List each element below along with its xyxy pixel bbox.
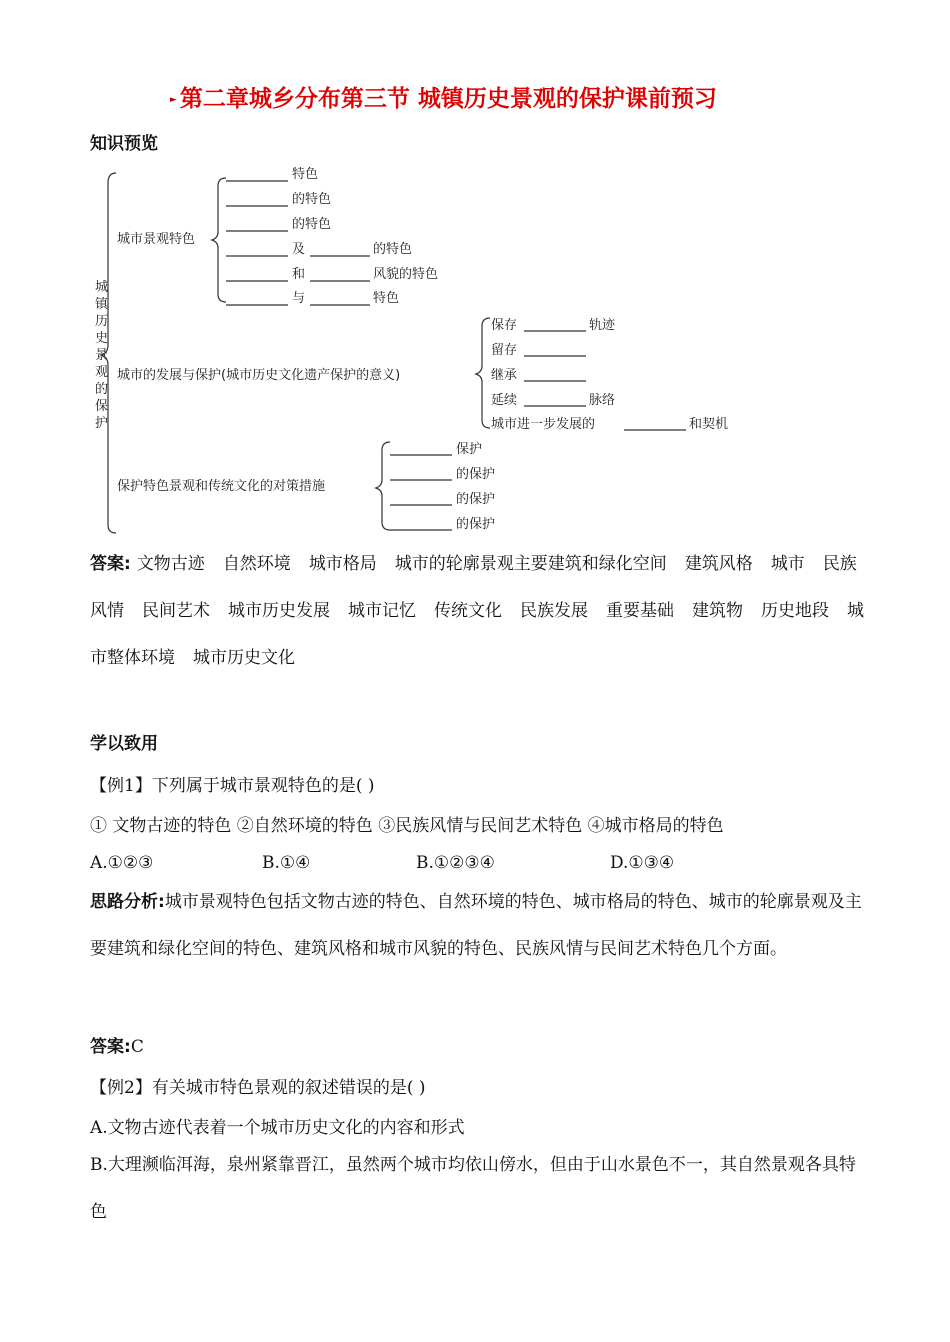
branch2-item: 城市进一步发展的 [491, 417, 596, 432]
example1-option: B.①④ [262, 853, 311, 873]
knowledge-diagram [0, 0, 950, 545]
branch3-item: 的保护 [456, 517, 496, 532]
branch1-item: 风貌的特色 [373, 267, 439, 282]
answer-item: 城市的轮廓景观主要建筑和绿化空间 [394, 554, 667, 574]
example1-option: B.①②③④ [416, 853, 495, 873]
answer-item: 自然环境 [222, 554, 291, 574]
root-char: 镇 [95, 297, 109, 312]
answer-item: 文物古迹 [136, 554, 205, 574]
example1-option: A.①②③ [90, 853, 154, 873]
branch1-item: 及 [292, 242, 306, 257]
page-title: ► 第二章城乡分布第三节 城镇历史景观的保护课前预习 [170, 86, 717, 112]
branch3-item: 的保护 [456, 467, 496, 482]
branch3-item: 的保护 [456, 492, 496, 507]
answer-label: 答案: [90, 1037, 131, 1057]
root-char: 历 [95, 314, 109, 329]
analysis-text: 城市景观特色包括文物古迹的特色、自然环境的特色、城市格局的特色、城市的轮廓景观及主要建筑和绿化空间的特色、建筑风格和城市风貌的特色、民族风情与民间艺术特色几个方面。 [90, 892, 862, 959]
answer-item: 民族风情 [90, 554, 857, 621]
example1-answer [90, 1032, 144, 1057]
branch1-item: 和 [292, 267, 306, 282]
answer-item: 城市格局 [308, 554, 377, 574]
branch1-item: 特色 [373, 291, 400, 306]
branch2-item: 保存 [491, 318, 518, 333]
example2-option-a: A.文物古迹代表着一个城市历史文化的内容和形式 [90, 1118, 465, 1138]
root-char: 保 [95, 399, 109, 414]
branch2-item: 继承 [491, 368, 518, 383]
branch2-brace [476, 318, 490, 428]
answer-item: 城市整体环境 [90, 601, 864, 668]
root-char: 城 [95, 280, 109, 295]
answer-item: 城市 [770, 554, 805, 574]
example1-analysis [90, 879, 865, 973]
example2-option-b: B.大理濒临洱海，泉州紧靠晋江，虽然两个城市均依山傍水，但由于山水景色不一，其自然景观各具特色 [90, 1155, 856, 1222]
answer-item: 城市历史文化 [193, 648, 295, 668]
example2-question: 【例2】有关城市特色景观的叙述错误的是( ) [90, 1078, 426, 1098]
answer-item: 重要基础 [606, 601, 674, 621]
root-char: 的 [95, 382, 109, 397]
answer-item: 城市历史发展 [228, 601, 330, 621]
branch2-item: 和契机 [689, 417, 729, 432]
branch2-item: 延续 [491, 393, 518, 408]
branch1-item: 特色 [292, 167, 319, 182]
branch1-item: 的特色 [292, 192, 332, 207]
answer-value: C [130, 1037, 144, 1057]
branch1-label: 城市景观特色 [117, 232, 196, 247]
answer-item: 建筑物 [692, 601, 743, 621]
analysis-label: 思路分析: [90, 892, 165, 912]
answer-item: 建筑风格 [684, 554, 753, 574]
example1-question: 【例1】下列属于城市景观特色的是( ) [90, 776, 375, 796]
answer-label: 答案: [90, 554, 131, 574]
answer-item: 民间艺术 [142, 601, 210, 621]
root-char: 景 [95, 348, 109, 363]
branch2-label: 城市的发展与保护(城市历史文化遗产保护的意义) [117, 368, 401, 383]
example1-option: D.①③④ [610, 853, 675, 873]
arrow-marker-icon: ► [170, 94, 177, 105]
branch1-item: 的特色 [373, 242, 413, 257]
branch1-brace [212, 178, 226, 302]
branch2-item: 留存 [491, 343, 518, 358]
branch3-item: 保护 [456, 442, 483, 457]
branch2-item: 脉络 [589, 393, 616, 408]
branch2-item: 轨迹 [589, 318, 616, 333]
answer-item: 民族发展 [520, 601, 588, 621]
root-char: 史 [95, 331, 109, 346]
answer-block [90, 541, 865, 682]
answer-item: 城市记忆 [348, 601, 416, 621]
branch3-label: 保护特色景观和传统文化的对策措施 [117, 479, 326, 494]
branch3-brace [376, 442, 390, 530]
branch1-item: 的特色 [292, 217, 332, 232]
answer-item: 历史地段 [761, 601, 829, 621]
example1-statements: ① 文物古迹的特色 ②自然环境的特色 ③民族风情与民间艺术特色 ④城市格局的特色 [90, 816, 724, 836]
answer-item: 传统文化 [434, 601, 502, 621]
preview-heading: 知识预览 [90, 134, 158, 154]
root-char: 护 [95, 416, 109, 431]
root-char: 观 [95, 365, 109, 380]
branch1-item: 与 [292, 291, 306, 306]
practice-heading: 学以致用 [90, 734, 158, 754]
